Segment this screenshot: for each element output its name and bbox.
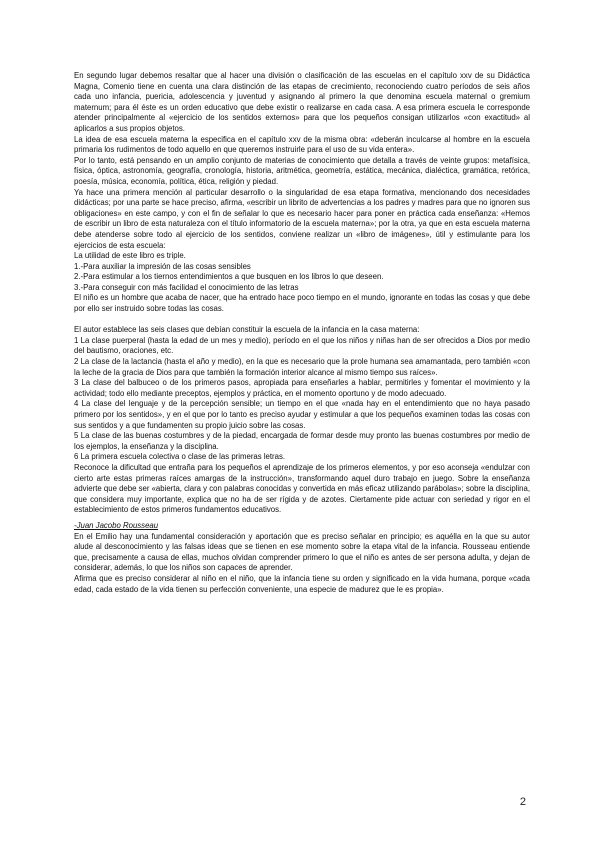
paragraph: Afirma que es preciso considerar al niño en el niño, que la infancia tiene su orden y significado en la vida humana, porque «cada edad, cada estado de la vida tienen su perfección conveniente, una especie de madurez que le es propia». <box>74 573 530 594</box>
body-text <box>74 71 530 595</box>
paragraph: En segundo lugar debemos resaltar que al hacer una división o clasificación de las escuelas en el capítulo xxv de su Didáctica Magna, Comenio tiene en cuenta una clara distinción de las etapas de crecimiento, reconociendo cuatro períodos de seis años cada uno infancia, puericia, adolescencia y juventud y asignando al primero la que denomina escuela maternal o gremium maternum; para él éste es un orden educativo que debe existir o realizarse en cada casa. A esa primera escuela le corresponde atender principalmente al «ejercicio de los sentidos externos» para que los pequeños consigan utilizarlos «con exactitud» al aplicarlos a sus propios objetos. <box>74 71 530 133</box>
paragraph: En el Emilio hay una fundamental consideración y aportación que es preciso señalar en principio; es aquélla en la que su autor alude al desconocimiento y las falsas ideas que se tienen en ese momento sobre la etapa vital de la infancia. Rousseau entiende que, precisamente a causa de ellas, muchos olvidan comprender primero lo que el niño es antes de ser persona adulta, y dejan de considerar, además, lo que los niños son capaces de aprender. <box>74 531 530 573</box>
list-item: 4 La clase del lenguaje y de la percepción sensible; un tiempo en el que «nada hay en el entendimiento que no haya pasado primero por los sentidos», y en el que por lo tanto es preciso ayudar y estimular a que los pequeños examinen todas las cosas con sus sentidos y a que fundamenten su propio juicio sobre las cosas. <box>74 399 530 430</box>
list-item: 1 La clase puerperal (hasta la edad de un mes y medio), período en el que los niños y niñas han de ser ofrecidos a Dios por medio del bautismo, oraciones, etc. <box>74 335 530 356</box>
section-heading: -Juan Jacobo Rousseau <box>74 520 159 530</box>
paragraph: Ya hace una primera mención al particular desarrollo o la singularidad de esa etapa formativa, mencionando dos necesidades didácticas; por una parte se hace preciso, afirma, «escribir un librito de advertencias a los padres y madres para que no ignoren sus obligaciones» en este campo, y con el fin de señalar lo que es necesario hacer para poner en práctica cada enseñanza: «Hemos de escribir un libro de esta naturaleza con el título informatorio de la escuela materna»; por la otra, ya que en esta escuela materna debe atenderse sobre todo al ejercicio de los sentidos, conviene realizar un «libro de imágenes», útil y estimulante para los ejercicios de esta escuela: <box>74 187 530 250</box>
list-item: 5 La clase de las buenas costumbres y de la piedad, encargada de formar desde muy pronto las buenas costumbres por medio de los ejemplos, la enseñanza y la disciplina. <box>74 431 530 451</box>
paragraph: El autor establece las seis clases que debían constituir la escuela de la infancia en la casa materna: <box>74 325 420 335</box>
list-item: 6 La primera escuela colectiva o clase de las primeras letras. <box>74 452 286 462</box>
list-item: 3.-Para conseguir con más facilidad el conocimiento de las letras <box>74 282 299 292</box>
list-item: 2.-Para estimular a los tiernos entendimientos a que busquen en los libros lo que deseen. <box>74 272 384 282</box>
page-number: 2 <box>519 796 526 808</box>
list-item: 2 La clase de la lactancia (hasta el año y medio), en la que es necesario que la prole humana sea amamantada, pero también «con la leche de la gracia de Dios para que también la formación interior alcance al mismo tiempo sus raíces». <box>74 357 530 377</box>
paragraph: Reconoce la dificultad que entraña para los pequeños el aprendizaje de los primeros elementos, y por eso aconseja «endulzar con cierto arte estas primeras raíces amargas de la instrucción», transformando aquel duro trabajo en juego. Sobre la enseñanza advierte que debe ser «abierta, clara y con palabras conocidas y convertida en más eficaz utilizando parábolas»; sobre la disciplina, que considera muy importante, explica que no ha de ser rígida y de azotes. Ciertamente pide actuar con seriedad y rigor en el establecimiento de estos primeros fundamentos educativos. <box>74 462 530 515</box>
list-item: 1.-Para auxiliar la impresión de las cosas sensibles <box>74 261 251 271</box>
paragraph: La utilidad de este libro es triple. <box>74 251 186 261</box>
list-item: 3 La clase del balbuceo o de los primeros pasos, apropiada para enseñarles a hablar, permitirles y fomentar el movimiento y la actividad; todo ello mediante preceptos, ejemplos y práctica, en el momento oportuno y de modo adecuado. <box>74 378 530 398</box>
paragraph: Por lo tanto, está pensando en un amplio conjunto de materias de conocimiento que detalla a través de veinte grupos: metafísica, física, óptica, astronomía, geografía, cronología, historia, aritmética, geometría, estática, mecánica, dialéctica, gramática, retórica, poesía, música, economía, política, ética, religión y piedad. <box>74 155 530 186</box>
paragraph: La idea de esa escuela materna la especifica en el capítulo xxv de la misma obra: «deberán inculcarse al hombre en la escuela primaria los rudimentos de todo aquello en que queremos instruirle para el uso de su vida entera». <box>74 134 530 155</box>
paragraph: El niño es un hombre que acaba de nacer, que ha entrado hace poco tiempo en el mundo, ignorante en todas las cosas y que debe por ello ser instruido sobre todas las cosas. <box>74 293 530 314</box>
